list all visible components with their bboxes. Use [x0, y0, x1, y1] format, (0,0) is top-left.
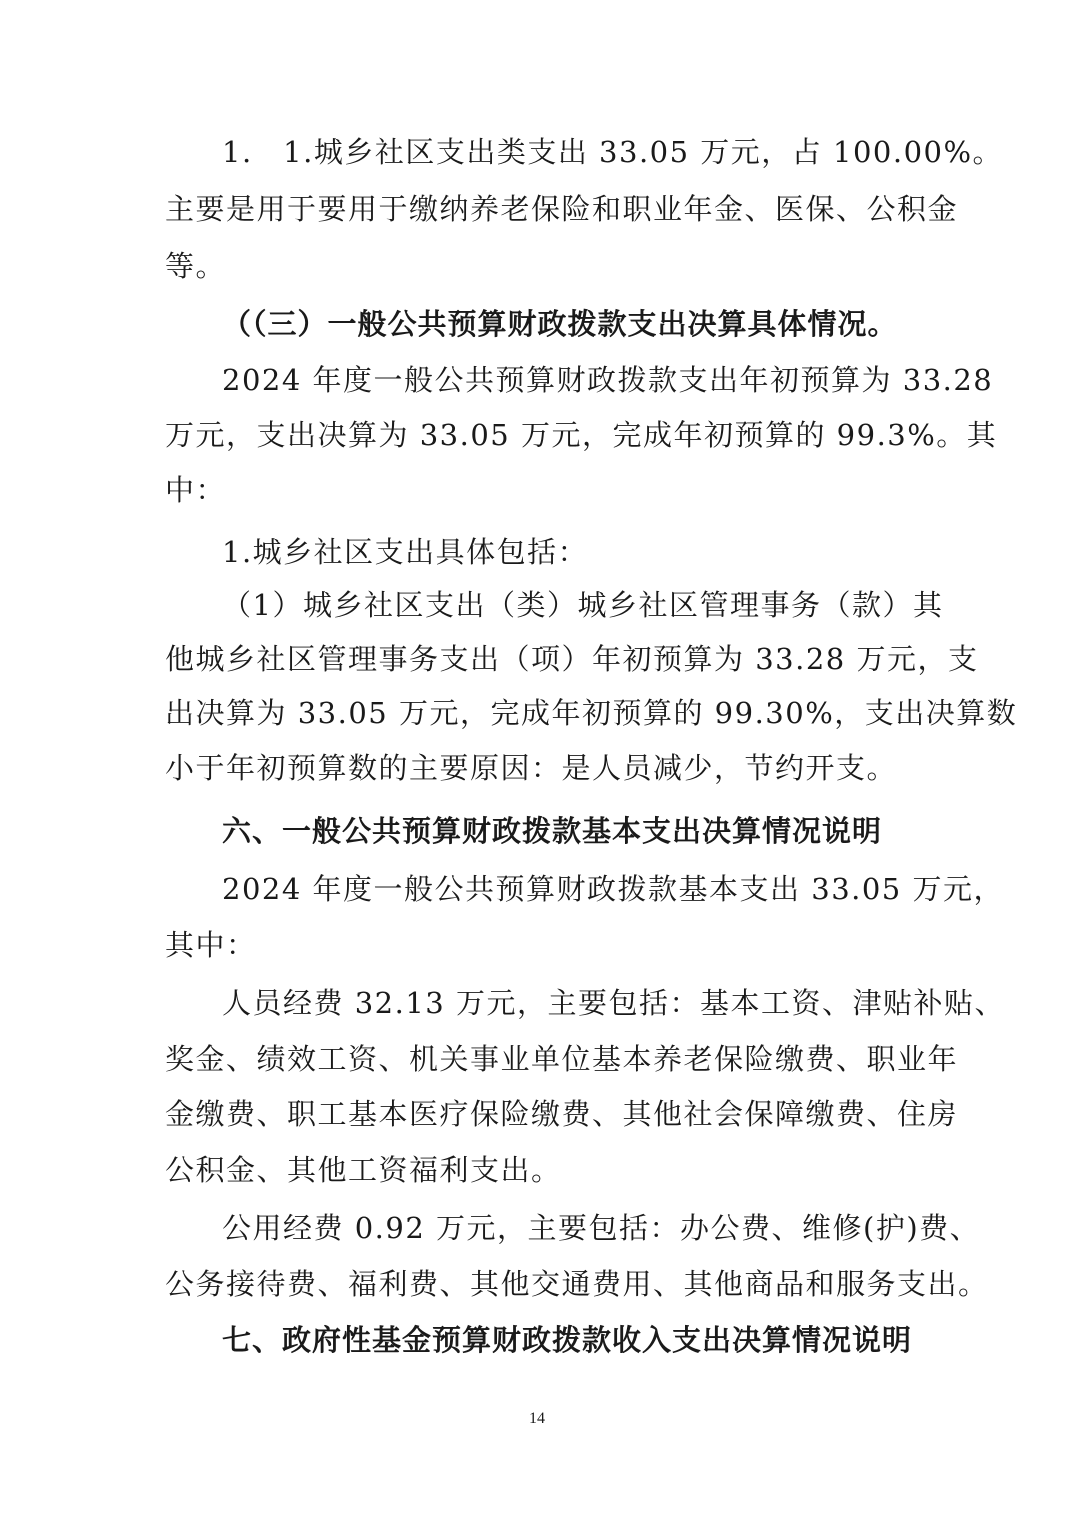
paragraph-line: 2024 年度一般公共预算财政拨款基本支出 33.05 万元， — [222, 872, 1004, 906]
paragraph-line: 2024 年度一般公共预算财政拨款支出年初预算为 33.28 — [222, 363, 994, 397]
paragraph-line: 金缴费、职工基本医疗保险缴费、其他社会保障缴费、住房 — [165, 1097, 959, 1131]
paragraph-line: 主要是用于要用于缴纳养老保险和职业年金、医保、公积金 — [165, 192, 959, 226]
paragraph-line: 他城乡社区管理事务支出（项）年初预算为 33.28 万元，支 — [165, 642, 979, 676]
paragraph-line: 1. 1.城乡社区支出类支出 33.05 万元，占 100.00%。 — [222, 135, 1004, 169]
paragraph-line: 出决算为 33.05 万元，完成年初预算的 99.30%，支出决算数 — [165, 696, 1018, 730]
paragraph-line: 其中： — [165, 928, 257, 962]
paragraph-line: 小于年初预算数的主要原因：是人员减少，节约开支。 — [165, 751, 898, 785]
page-number: 14 — [529, 1410, 545, 1427]
paragraph-line: 等。 — [165, 249, 227, 283]
paragraph-line: 万元，支出决算为 33.05 万元，完成年初预算的 99.3%。其 — [165, 418, 998, 452]
paragraph-line: 中： — [165, 473, 227, 507]
paragraph-line: 1.城乡社区支出具体包括： — [222, 535, 589, 569]
paragraph-line: 奖金、绩效工资、机关事业单位基本养老保险缴费、职业年 — [165, 1042, 959, 1076]
paragraph-line: （1）城乡社区支出（类）城乡社区管理事务（款）其 — [222, 588, 944, 622]
section-heading: 七、政府性基金预算财政拨款收入支出决算情况说明 — [222, 1323, 913, 1357]
paragraph-line: 公用经费 0.92 万元，主要包括：办公费、维修(护)费、 — [222, 1211, 981, 1245]
section-heading: 六、一般公共预算财政拨款基本支出决算情况说明 — [222, 814, 883, 848]
paragraph-line: 公务接待费、福利费、其他交通费用、其他商品和服务支出。 — [165, 1267, 989, 1301]
paragraph-line: 公积金、其他工资福利支出。 — [165, 1153, 562, 1187]
section-heading: （（三）一般公共预算财政拨款支出决算具体情况。 — [222, 307, 898, 341]
paragraph-line: 人员经费 32.13 万元，主要包括：基本工资、津贴补贴、 — [222, 986, 1005, 1020]
